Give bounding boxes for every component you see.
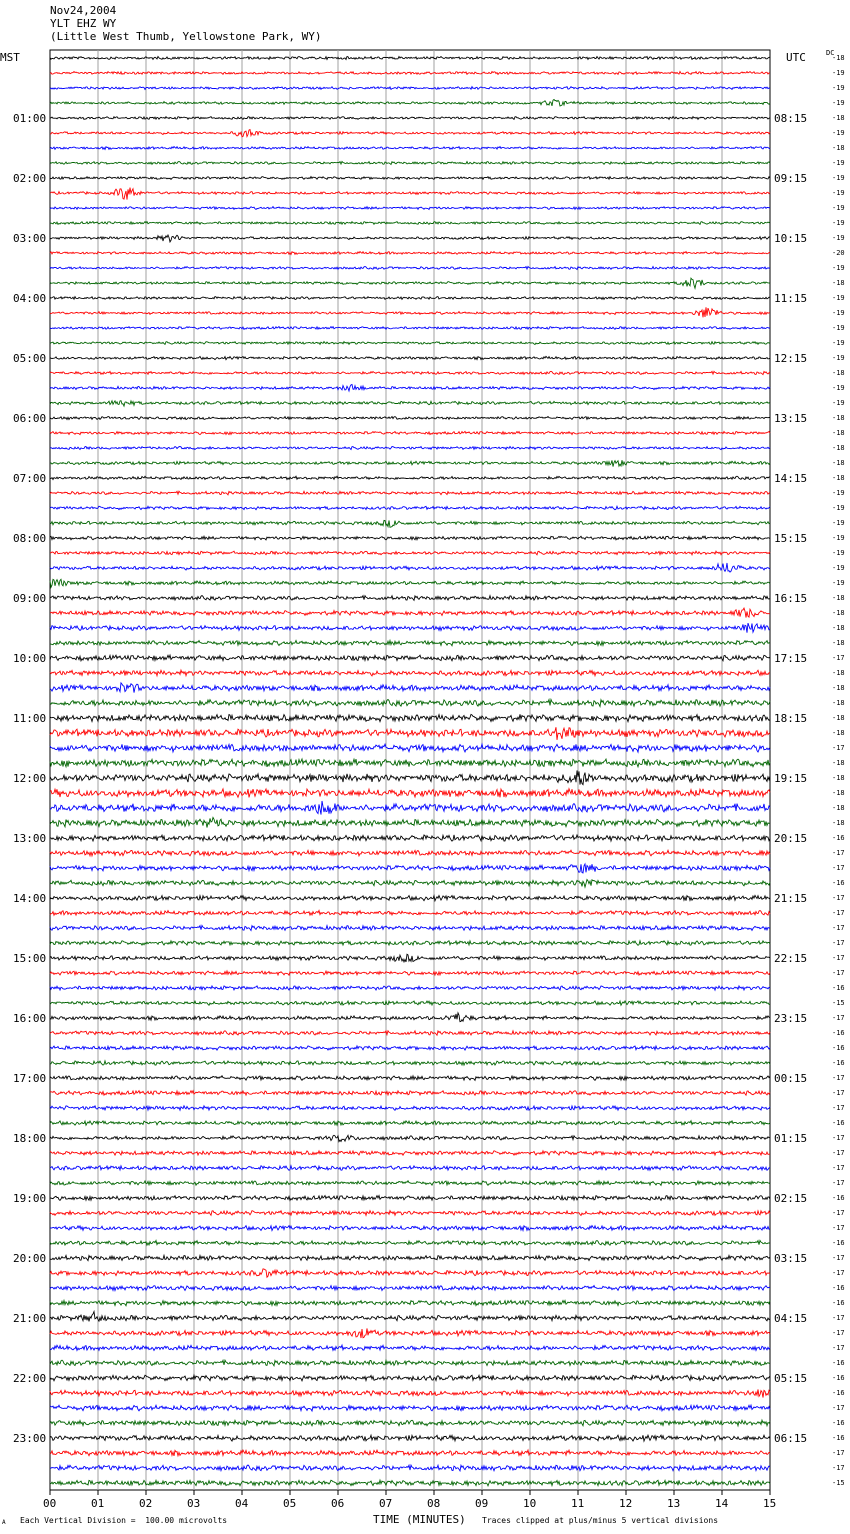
right-hour-label: 12:15	[774, 352, 808, 365]
seismic-trace-row	[50, 941, 770, 946]
dc-offset-label: -16	[832, 834, 845, 842]
left-hour-label: 03:00	[13, 232, 47, 245]
dc-offset-label: -16	[832, 1359, 845, 1367]
dc-offset-label: -19	[832, 264, 845, 272]
seismic-trace-row	[50, 278, 770, 288]
x-tick-label: 11	[571, 1497, 585, 1510]
left-hour-label: 13:00	[13, 832, 47, 845]
seismic-trace-row	[50, 130, 770, 137]
dc-offset-label: -16	[832, 879, 845, 887]
dc-offset-label: -17	[832, 1254, 845, 1262]
dc-offset-label: -19	[832, 159, 845, 167]
dc-offset-label: -16	[832, 1194, 845, 1202]
dc-offset-label: -18	[832, 444, 845, 452]
seismic-trace-row	[50, 431, 770, 434]
seismic-trace-row	[50, 520, 770, 527]
dc-offset-label: -18	[832, 144, 845, 152]
footer-clip-note: Traces clipped at plus/minus 5 vertical divisions	[482, 1516, 719, 1525]
seismic-trace-row	[50, 789, 770, 798]
seismic-trace-row	[50, 297, 770, 300]
seismic-trace-row	[50, 714, 770, 721]
dc-offset-label: -17	[832, 894, 845, 902]
right-hour-label: 10:15	[774, 232, 808, 245]
header-station: YLT EHZ WY	[50, 17, 117, 30]
seismic-trace-row	[50, 1435, 770, 1441]
dc-offset-label: -17	[832, 1209, 845, 1217]
seismic-trace-row	[50, 1329, 770, 1339]
seismic-trace-row	[50, 267, 770, 270]
right-hour-label: 17:15	[774, 652, 808, 665]
dc-offset-label: -15	[832, 999, 845, 1007]
x-tick-label: 09	[475, 1497, 489, 1510]
seismic-trace-row	[50, 117, 770, 120]
right-hour-label: 04:15	[774, 1312, 808, 1325]
dc-offset-label: -16	[832, 1434, 845, 1442]
dc-offset-label: -18	[832, 594, 845, 602]
x-tick-label: 10	[523, 1497, 537, 1510]
dc-offset-label: -19	[832, 234, 845, 242]
seismic-trace-row	[50, 641, 770, 646]
left-hour-label: 04:00	[13, 292, 47, 305]
dc-offset-label: -17	[832, 1104, 845, 1112]
seismic-trace-row	[50, 222, 770, 225]
x-tick-label: 15	[763, 1497, 777, 1510]
x-tick-label: 02	[139, 1497, 153, 1510]
left-hour-label: 12:00	[13, 772, 47, 785]
seismic-trace-row	[50, 1226, 770, 1231]
dc-offset-label: -18	[832, 624, 845, 632]
seismic-trace-row	[50, 926, 770, 931]
seismic-trace-row	[50, 954, 770, 962]
left-hour-label: 07:00	[13, 472, 47, 485]
seismic-trace-row	[50, 1135, 770, 1141]
dc-offset-label: -17	[832, 924, 845, 932]
x-tick-label: 01	[91, 1497, 105, 1510]
left-hour-label: 15:00	[13, 952, 47, 965]
dc-offset-label: -16	[832, 1299, 845, 1307]
x-tick-label: 05	[283, 1497, 297, 1510]
left-hour-label: 20:00	[13, 1252, 47, 1265]
seismic-trace-row	[50, 1061, 770, 1065]
plot-frame	[50, 50, 770, 1490]
dc-offset-label: -16	[832, 1389, 845, 1397]
dc-offset-label: -16	[832, 1059, 845, 1067]
x-tick-label: 00	[43, 1497, 57, 1510]
seismic-trace-row	[50, 342, 770, 345]
dc-offset-label: -19	[832, 354, 845, 362]
seismic-trace-row	[50, 1390, 770, 1398]
dc-offset-label: -17	[832, 1074, 845, 1082]
seismic-trace-row	[50, 579, 770, 587]
dc-offset-label: -18	[832, 789, 845, 797]
x-tick-label: 04	[235, 1497, 249, 1510]
right-timezone-label: UTC	[786, 51, 806, 64]
right-hour-label: 13:15	[774, 412, 808, 425]
dc-offset-label: -17	[832, 1449, 845, 1457]
left-hour-label: 05:00	[13, 352, 47, 365]
seismic-trace-row	[50, 1465, 770, 1471]
seismic-trace-row	[50, 1420, 770, 1426]
dc-offset-label: -17	[832, 1014, 845, 1022]
dc-offset-label: -17	[832, 909, 845, 917]
x-axis-label: TIME (MINUTES)	[373, 1513, 466, 1526]
seismic-trace-row	[50, 1255, 770, 1260]
seismic-trace-row	[50, 1480, 770, 1486]
dc-offset-label: -18	[832, 699, 845, 707]
seismic-trace-row	[50, 188, 770, 200]
seismic-trace-row	[50, 1031, 770, 1035]
dc-offset-label: -17	[832, 1179, 845, 1187]
left-hour-label: 08:00	[13, 532, 47, 545]
seismic-trace-row	[50, 1360, 770, 1366]
dc-offset-label: -18	[832, 729, 845, 737]
x-tick-label: 03	[187, 1497, 201, 1510]
dc-offset-label: -17	[832, 744, 845, 752]
dc-offset-label: -20	[832, 249, 845, 257]
seismic-trace-row	[50, 1121, 770, 1125]
seismic-trace-row	[50, 880, 770, 888]
seismic-trace-row	[50, 1312, 770, 1322]
dc-offset-label: -16	[832, 1029, 845, 1037]
seismic-trace-row	[50, 1450, 770, 1456]
left-hour-label: 01:00	[13, 112, 47, 125]
seismic-trace-row	[50, 1241, 770, 1246]
seismic-trace-row	[50, 476, 770, 479]
seismic-trace-row	[50, 1405, 770, 1411]
seismic-trace-row	[50, 850, 770, 856]
dc-offset-label: -18	[832, 819, 845, 827]
seismic-trace-row	[50, 1269, 770, 1277]
dc-offset-label: -17	[832, 849, 845, 857]
right-hour-label: 02:15	[774, 1192, 808, 1205]
footer-left-mark: A	[2, 1519, 6, 1526]
dc-offset-label: -16	[832, 1419, 845, 1427]
seismic-trace-row	[50, 72, 770, 75]
dc-offset-label: -18	[832, 429, 845, 437]
x-tick-label: 13	[667, 1497, 681, 1510]
left-hour-label: 17:00	[13, 1072, 47, 1085]
x-tick-label: 06	[331, 1497, 345, 1510]
seismic-trace-row	[50, 235, 770, 242]
dc-offset-label: -19	[832, 99, 845, 107]
dc-offset-label: -18	[832, 714, 845, 722]
right-hour-label: 03:15	[774, 1252, 808, 1265]
seismic-trace-row	[50, 727, 770, 740]
right-hour-label: 21:15	[774, 892, 808, 905]
dc-offset-label: -19	[832, 174, 845, 182]
dc-offset-label: -17	[832, 654, 845, 662]
x-tick-label: 07	[379, 1497, 393, 1510]
seismic-trace-row	[50, 971, 770, 975]
seismic-trace-row	[50, 818, 770, 828]
seismic-trace-row	[50, 506, 770, 509]
seismic-trace-row	[50, 491, 770, 495]
seismic-trace-row	[50, 1151, 770, 1155]
dc-offset-label: -17	[832, 1149, 845, 1157]
dc-offset-label: -19	[832, 294, 845, 302]
left-hour-label: 19:00	[13, 1192, 47, 1205]
dc-offset-label: -19	[832, 204, 845, 212]
seismic-trace-row	[50, 771, 770, 785]
right-hour-label: 06:15	[774, 1432, 808, 1445]
seismic-trace-row	[50, 864, 770, 873]
seismic-trace-row	[50, 1091, 770, 1096]
right-hour-label: 20:15	[774, 832, 808, 845]
dc-offset-label: -17	[832, 1344, 845, 1352]
seismic-trace-row	[50, 371, 770, 374]
left-hour-label: 22:00	[13, 1372, 47, 1385]
seismic-trace-row	[50, 670, 770, 676]
seismic-trace-row	[50, 327, 770, 330]
left-hour-label: 10:00	[13, 652, 47, 665]
header-location: (Little West Thumb, Yellowstone Park, WY)	[50, 30, 322, 43]
seismic-trace-row	[50, 563, 770, 572]
right-hour-label: 11:15	[774, 292, 808, 305]
seismic-trace-row	[50, 1196, 770, 1201]
seismic-trace-row	[50, 1286, 770, 1291]
seismic-trace-row	[50, 895, 770, 900]
dc-offset-label: -16	[832, 1119, 845, 1127]
dc-offset-label: -19	[832, 399, 845, 407]
left-hour-label: 02:00	[13, 172, 47, 185]
seismic-trace-row	[50, 911, 770, 916]
right-hour-label: 16:15	[774, 592, 808, 605]
dc-offset-label: -18	[832, 54, 845, 62]
seismic-trace-row	[50, 1375, 770, 1381]
seismic-trace-row	[50, 683, 770, 693]
seismic-trace-row	[50, 307, 770, 317]
dc-offset-label: -17	[832, 969, 845, 977]
dc-offset-label: -19	[832, 219, 845, 227]
dc-offset-label: -19	[832, 189, 845, 197]
dc-offset-label: -17	[832, 1134, 845, 1142]
dc-offset-label: -16	[832, 1284, 845, 1292]
right-hour-label: 22:15	[774, 952, 808, 965]
left-hour-label: 06:00	[13, 412, 47, 425]
dc-offset-label: -18	[832, 474, 845, 482]
seismic-trace-row	[50, 655, 770, 661]
dc-offset-label: -19	[832, 384, 845, 392]
dc-offset-label: -18	[832, 684, 845, 692]
dc-offset-label: -17	[832, 1329, 845, 1337]
seismic-trace-row	[50, 759, 770, 767]
dc-offset-label: -17	[832, 864, 845, 872]
dc-offset-label: -19	[832, 309, 845, 317]
seismic-trace-row	[50, 207, 770, 210]
right-hour-label: 01:15	[774, 1132, 808, 1145]
footer-scale-note: Each Vertical Division = 100.00 microvolts	[20, 1516, 228, 1525]
dc-offset-label: -15	[832, 1479, 845, 1487]
right-hour-label: 19:15	[774, 772, 808, 785]
seismic-trace-row	[50, 356, 770, 359]
dc-offset-label: -18	[832, 279, 845, 287]
x-tick-label: 14	[715, 1497, 729, 1510]
seismic-trace-row	[50, 596, 770, 601]
right-hour-label: 15:15	[774, 532, 808, 545]
right-hour-label: 14:15	[774, 472, 808, 485]
dc-offset-label: -17	[832, 1224, 845, 1232]
right-hour-label: 18:15	[774, 712, 808, 725]
dc-offset-label: -17	[832, 954, 845, 962]
seismic-trace-row	[50, 551, 770, 555]
dc-offset-label: -19	[832, 534, 845, 542]
seismic-trace-row	[50, 252, 770, 255]
left-hour-label: 18:00	[13, 1132, 47, 1145]
dc-offset-label: -18	[832, 639, 845, 647]
seismic-trace-row	[50, 1013, 770, 1022]
seismic-trace-row	[50, 986, 770, 990]
dc-offset-label: -18	[832, 774, 845, 782]
seismic-trace-row	[50, 744, 770, 752]
x-tick-label: 12	[619, 1497, 633, 1510]
seismic-trace-row	[50, 536, 770, 540]
right-hour-label: 23:15	[774, 1012, 808, 1025]
seismic-trace-row	[50, 835, 770, 841]
seismic-trace-row	[50, 100, 770, 107]
seismic-trace-row	[50, 1181, 770, 1186]
dc-offset-label: -19	[832, 489, 845, 497]
seismic-trace-row	[50, 608, 770, 617]
seismic-trace-row	[50, 801, 770, 815]
left-hour-label: 11:00	[13, 712, 47, 725]
dc-offset-label: -19	[832, 549, 845, 557]
dc-offset-label: -16	[832, 984, 845, 992]
left-hour-label: 16:00	[13, 1012, 47, 1025]
seismic-trace-row	[50, 1001, 770, 1005]
dc-offset-label: -16	[832, 1374, 845, 1382]
dc-offset-label: -18	[832, 609, 845, 617]
seismic-trace-row	[50, 1345, 770, 1350]
seismic-trace-row	[50, 1166, 770, 1171]
seismic-trace-row	[50, 1211, 770, 1216]
dc-offset-label: -18	[832, 369, 845, 377]
dc-offset-label: -19	[832, 84, 845, 92]
left-hour-label: 23:00	[13, 1432, 47, 1445]
dc-offset-label: -17	[832, 1314, 845, 1322]
dc-offset-label: -19	[832, 519, 845, 527]
dc-label: DC	[826, 49, 835, 57]
left-timezone-label: MST	[0, 51, 20, 64]
seismic-trace-row	[50, 57, 770, 60]
right-hour-label: 00:15	[774, 1072, 808, 1085]
dc-offset-label: -17	[832, 1269, 845, 1277]
dc-offset-label: -19	[832, 339, 845, 347]
header-date: Nov24,2004	[50, 4, 117, 17]
seismic-trace-row	[50, 1046, 770, 1050]
dc-offset-label: -18	[832, 414, 845, 422]
dc-offset-label: -18	[832, 114, 845, 122]
right-hour-label: 05:15	[774, 1372, 808, 1385]
dc-offset-label: -17	[832, 939, 845, 947]
dc-offset-label: -17	[832, 1089, 845, 1097]
seismic-trace-row	[50, 1076, 770, 1081]
right-hour-label: 09:15	[774, 172, 808, 185]
dc-offset-label: -19	[832, 504, 845, 512]
seismic-trace-row	[50, 417, 770, 420]
dc-offset-label: -16	[832, 1044, 845, 1052]
seismic-trace-row	[50, 1300, 770, 1305]
dc-offset-label: -19	[832, 324, 845, 332]
seismic-trace-row	[50, 700, 770, 707]
dc-offset-label: -18	[832, 804, 845, 812]
seismic-trace-row	[50, 385, 770, 392]
dc-offset-label: -19	[832, 69, 845, 77]
dc-offset-label: -18	[832, 669, 845, 677]
dc-offset-label: -18	[832, 759, 845, 767]
right-hour-label: 08:15	[774, 112, 808, 125]
seismic-trace-row	[50, 623, 770, 633]
dc-offset-label: -19	[832, 564, 845, 572]
seismic-trace-row	[50, 177, 770, 180]
dc-offset-label: -17	[832, 1164, 845, 1172]
dc-offset-label: -19	[832, 129, 845, 137]
seismic-trace-row	[50, 87, 770, 90]
dc-offset-label: -17	[832, 1464, 845, 1472]
seismic-trace-row	[50, 447, 770, 450]
left-hour-label: 09:00	[13, 592, 47, 605]
dc-offset-label: -18	[832, 459, 845, 467]
x-tick-label: 08	[427, 1497, 441, 1510]
dc-offset-label: -19	[832, 579, 845, 587]
seismic-trace-row	[50, 401, 770, 406]
seismic-trace-row	[50, 147, 770, 150]
left-hour-label: 21:00	[13, 1312, 47, 1325]
seismic-trace-row	[50, 460, 770, 466]
seismic-trace-row	[50, 162, 770, 165]
dc-offset-label: -16	[832, 1239, 845, 1247]
seismic-trace-row	[50, 1106, 770, 1111]
left-hour-label: 14:00	[13, 892, 47, 905]
dc-offset-label: -17	[832, 1404, 845, 1412]
